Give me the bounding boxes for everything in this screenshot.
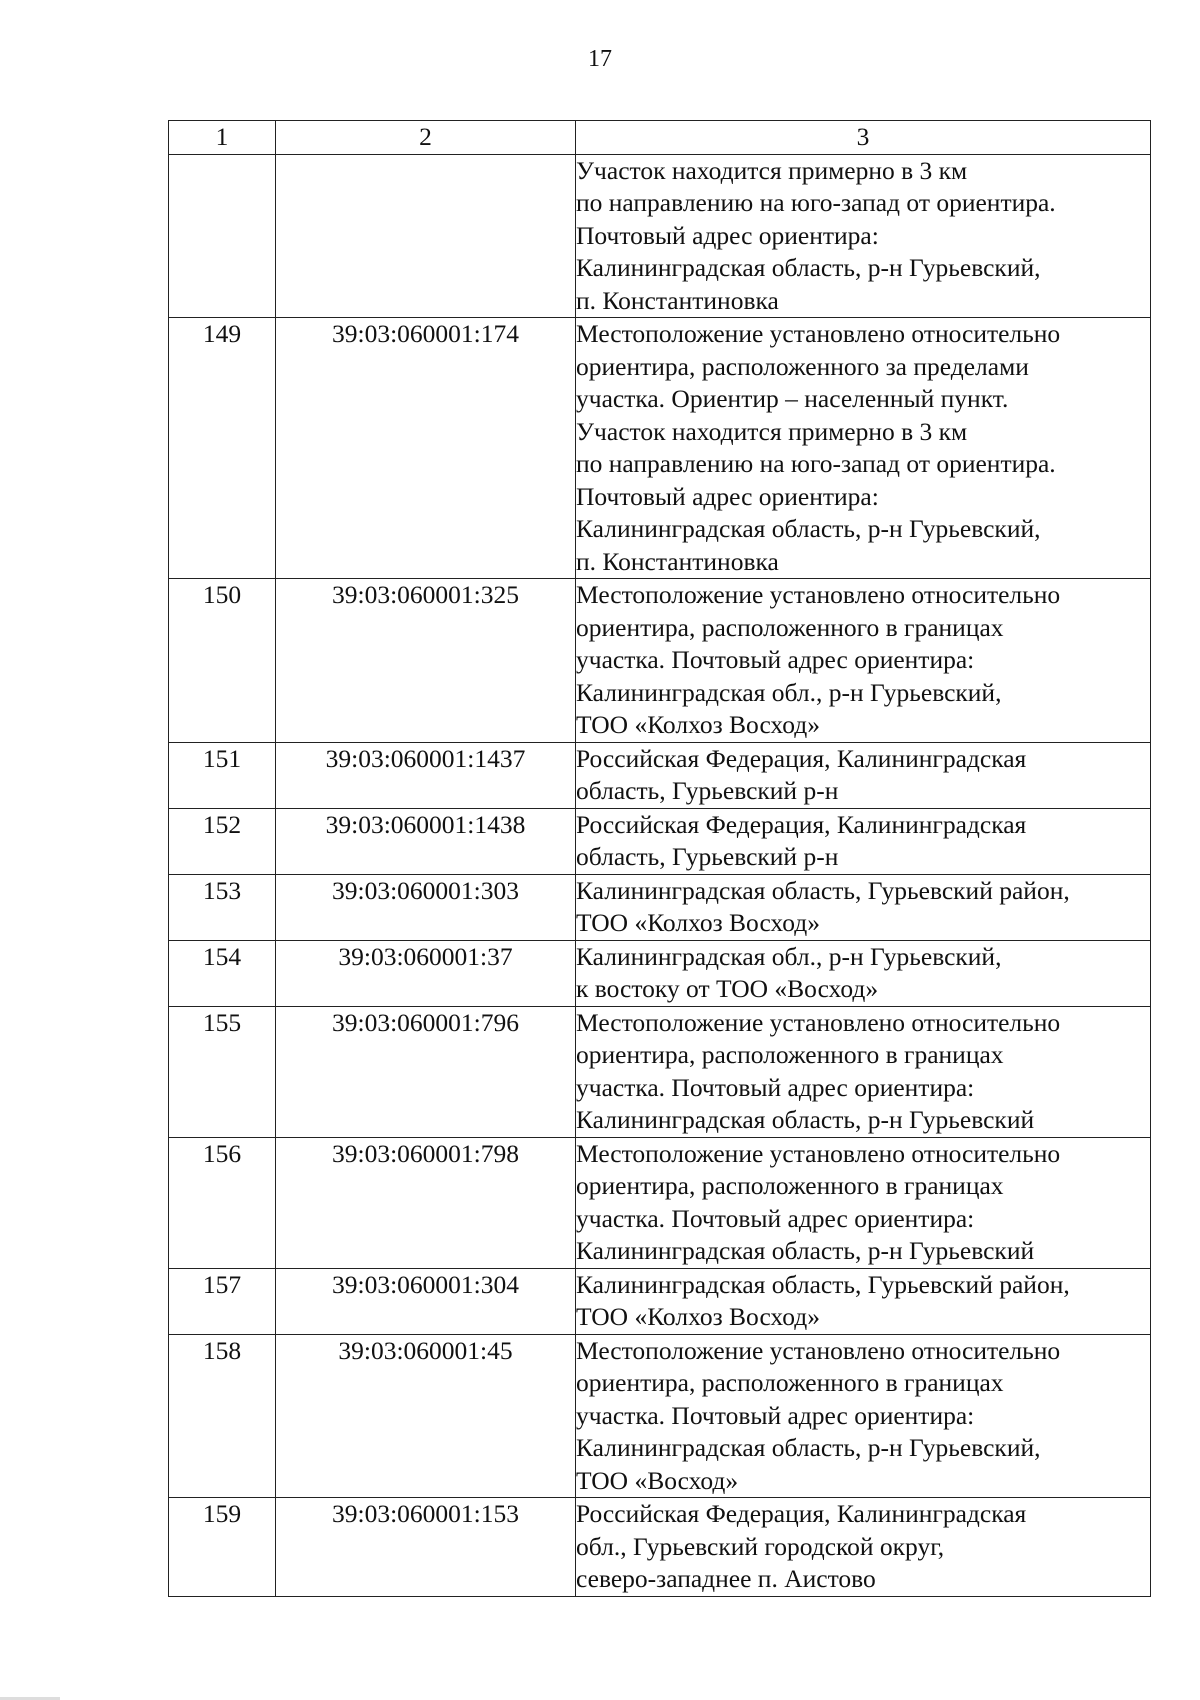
location-text-line: Калининградская область, р-н Гурьевский <box>576 1236 1035 1265</box>
location-text-line: участка. Почтовый адрес ориентира: <box>576 1400 975 1430</box>
column-header-1: 1 <box>169 121 276 155</box>
location-text-line: ТОО «Колхоз Восход» <box>576 1302 820 1331</box>
location-text-line: Калининградская область, р-н Гурьевский <box>576 1105 1035 1134</box>
cadastral-number-cell: 39:03:060001:798 <box>276 1137 576 1268</box>
location-description-cell <box>576 874 1151 940</box>
table-row <box>169 579 1151 743</box>
location-text-line: Местоположение установлено относительно <box>576 1138 1061 1168</box>
cadastral-number-cell <box>276 154 576 318</box>
location-text-line: область, Гурьевский р-н <box>576 776 839 805</box>
table-body <box>169 154 1151 1596</box>
location-description-cell <box>576 1006 1151 1137</box>
row-number-cell: 153 <box>169 874 276 940</box>
location-description-cell <box>576 1498 1151 1597</box>
cadastral-number-cell: 39:03:060001:1438 <box>276 808 576 874</box>
row-number-cell: 156 <box>169 1137 276 1268</box>
page-number: 17 <box>588 46 612 72</box>
cadastral-number-cell: 39:03:060001:174 <box>276 318 576 579</box>
cadastral-number-cell: 39:03:060001:153 <box>276 1498 576 1597</box>
location-text-line: Местоположение установлено относительно <box>576 1007 1061 1037</box>
location-text-line: Российская Федерация, Калининградская <box>576 1499 1027 1528</box>
row-number-cell: 149 <box>169 318 276 579</box>
cadastral-number-cell: 39:03:060001:303 <box>276 874 576 940</box>
location-text-line: п. Константиновка <box>576 546 779 576</box>
location-text-line: Калининградская область, р-н Гурьевский, <box>576 514 1041 543</box>
location-text-line: Калининградская область, р-н Гурьевский, <box>576 253 1041 282</box>
location-text-line: ориентира, расположенного в границах <box>576 612 1004 642</box>
table-row <box>169 154 1151 318</box>
location-text-line: область, Гурьевский р-н <box>576 842 839 871</box>
table-row <box>169 742 1151 808</box>
table-row <box>169 1334 1151 1498</box>
row-number-cell: 157 <box>169 1268 276 1334</box>
row-number-cell: 158 <box>169 1334 276 1498</box>
location-text-line: северо-западнее п. Аистово <box>576 1564 876 1593</box>
location-text-line: участка. Ориентир – населенный пункт. <box>576 384 1009 413</box>
row-number-cell: 151 <box>169 742 276 808</box>
row-number-cell: 155 <box>169 1006 276 1137</box>
location-text-line: Участок находится примерно в 3 км <box>576 155 968 185</box>
table-row <box>169 808 1151 874</box>
location-text-line: Местоположение установлено относительно <box>576 580 1061 609</box>
cadastral-number-cell: 39:03:060001:325 <box>276 579 576 743</box>
location-text-line: ТОО «Колхоз Восход» <box>576 710 820 739</box>
table-row <box>169 1498 1151 1597</box>
location-text-line: по направлению на юго-запад от ориентира. <box>576 449 1056 478</box>
location-text-line: ориентира, расположенного в границах <box>576 1171 1004 1200</box>
table-row <box>169 1268 1151 1334</box>
row-number-cell: 159 <box>169 1498 276 1597</box>
location-description-cell <box>576 742 1151 808</box>
row-number-cell <box>169 154 276 318</box>
location-description-cell <box>576 1268 1151 1334</box>
location-description-cell <box>576 808 1151 874</box>
row-number-cell: 150 <box>169 579 276 743</box>
column-header-3: 3 <box>576 121 1151 155</box>
location-text-line: Почтовый адрес ориентира: <box>576 220 879 250</box>
cadastral-number-cell: 39:03:060001:37 <box>276 940 576 1006</box>
location-text-line: участка. Почтовый адрес ориентира: <box>576 1072 975 1102</box>
cadastral-number-cell: 39:03:060001:1437 <box>276 742 576 808</box>
land-plot-table <box>168 120 1151 1597</box>
table-row <box>169 1137 1151 1268</box>
location-text-line: Калининградская обл., р-н Гурьевский, <box>576 941 1002 971</box>
table-row <box>169 318 1151 579</box>
location-text-line: Калининградская область, Гурьевский район, <box>576 875 1070 905</box>
cadastral-number-cell: 39:03:060001:796 <box>276 1006 576 1137</box>
location-text-line: по направлению на юго-запад от ориентира. <box>576 188 1056 217</box>
location-text-line: Местоположение установлено относительно <box>576 319 1061 348</box>
location-description-cell <box>576 318 1151 579</box>
location-text-line: Участок находится примерно в 3 км <box>576 416 968 446</box>
location-description-cell <box>576 154 1151 318</box>
table-row <box>169 874 1151 940</box>
location-text-line: Калининградская обл., р-н Гурьевский, <box>576 677 1002 707</box>
location-text-line: к востоку от ТОО «Восход» <box>576 974 879 1003</box>
row-number-cell: 152 <box>169 808 276 874</box>
location-text-line: ТОО «Колхоз Восход» <box>576 908 820 937</box>
location-description-cell <box>576 1137 1151 1268</box>
location-text-line: Калининградская область, р-н Гурьевский, <box>576 1433 1041 1462</box>
location-text-line: участка. Почтовый адрес ориентира: <box>576 1203 975 1233</box>
location-description-cell <box>576 940 1151 1006</box>
location-text-line: Калининградская область, Гурьевский район, <box>576 1269 1070 1299</box>
table-row <box>169 1006 1151 1137</box>
table-header-row <box>169 121 1151 155</box>
location-text-line: Российская Федерация, Калининградская <box>576 809 1027 839</box>
location-text-line: обл., Гурьевский городской округ, <box>576 1531 945 1561</box>
cadastral-number-cell: 39:03:060001:304 <box>276 1268 576 1334</box>
cadastral-number-cell: 39:03:060001:45 <box>276 1334 576 1498</box>
location-text-line: ориентира, расположенного в границах <box>576 1040 1004 1069</box>
location-text-line: Почтовый адрес ориентира: <box>576 481 879 511</box>
row-number-cell: 154 <box>169 940 276 1006</box>
column-header-2: 2 <box>276 121 576 155</box>
location-text-line: ТОО «Восход» <box>576 1465 739 1495</box>
location-description-cell <box>576 579 1151 743</box>
location-text-line: ориентира, расположенного за пределами <box>576 351 1029 381</box>
table-row <box>169 940 1151 1006</box>
location-text-line: Местоположение установлено относительно <box>576 1335 1061 1365</box>
location-text-line: п. Константиновка <box>576 285 779 315</box>
location-description-cell <box>576 1334 1151 1498</box>
location-text-line: ориентира, расположенного в границах <box>576 1368 1004 1397</box>
location-text-line: участка. Почтовый адрес ориентира: <box>576 645 975 674</box>
location-text-line: Российская Федерация, Калининградская <box>576 743 1027 773</box>
